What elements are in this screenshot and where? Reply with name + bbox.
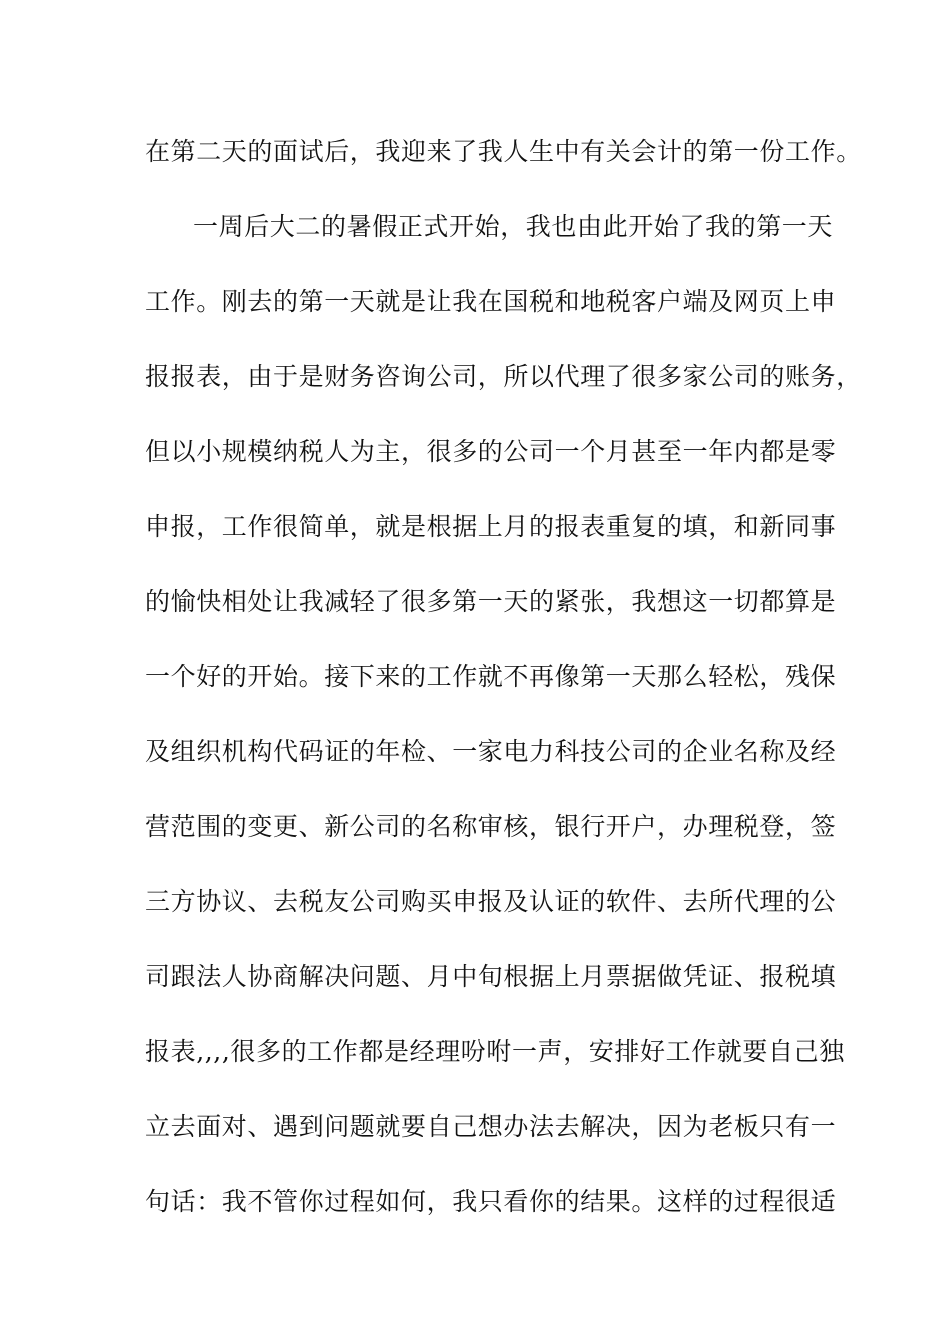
paragraph-line-2: 一周后大二的暑假正式开始，我也由此开始了我的第一天 — [193, 212, 834, 241]
paragraph-line-6: 申报，工作很简单，就是根据上月的报表重复的填，和新同事 — [145, 512, 837, 541]
paragraph-line-13: 报表,,,,很多的工作都是经理吩咐一声，安排好工作就要自己独 — [145, 1037, 845, 1066]
paragraph-line-10: 营范围的变更、新公司的名称审核，银行开户，办理税登，签 — [145, 812, 837, 841]
paragraph-line-5: 但以小规模纳税人为主，很多的公司一个月甚至一年内都是零 — [145, 437, 837, 466]
paragraph-line-11: 三方协议、去税友公司购买申报及认证的软件、去所代理的公 — [145, 887, 837, 916]
paragraph-line-9: 及组织机构代码证的年检、一家电力科技公司的企业名称及经 — [145, 737, 837, 766]
paragraph-line-1: 在第二天的面试后，我迎来了我人生中有关会计的第一份工作。 — [145, 137, 862, 166]
paragraph-line-12: 司跟法人协商解决问题、月中旬根据上月票据做凭证、报税填 — [145, 962, 837, 991]
paragraph-line-3: 工作。刚去的第一天就是让我在国税和地税客户端及网页上申 — [145, 287, 837, 316]
paragraph-line-4: 报报表，由于是财务咨询公司，所以代理了很多家公司的账务， — [145, 362, 862, 391]
paragraph-line-7: 的愉快相处让我减轻了很多第一天的紧张，我想这一切都算是 — [145, 587, 837, 616]
paragraph-line-8: 一个好的开始。接下来的工作就不再像第一天那么轻松，残保 — [145, 662, 837, 691]
paragraph-line-14: 立去面对、遇到问题就要自己想办法去解决，因为老板只有一 — [145, 1112, 837, 1141]
paragraph-line-15: 句话：我不管你过程如何，我只看你的结果。这样的过程很适 — [145, 1187, 837, 1216]
